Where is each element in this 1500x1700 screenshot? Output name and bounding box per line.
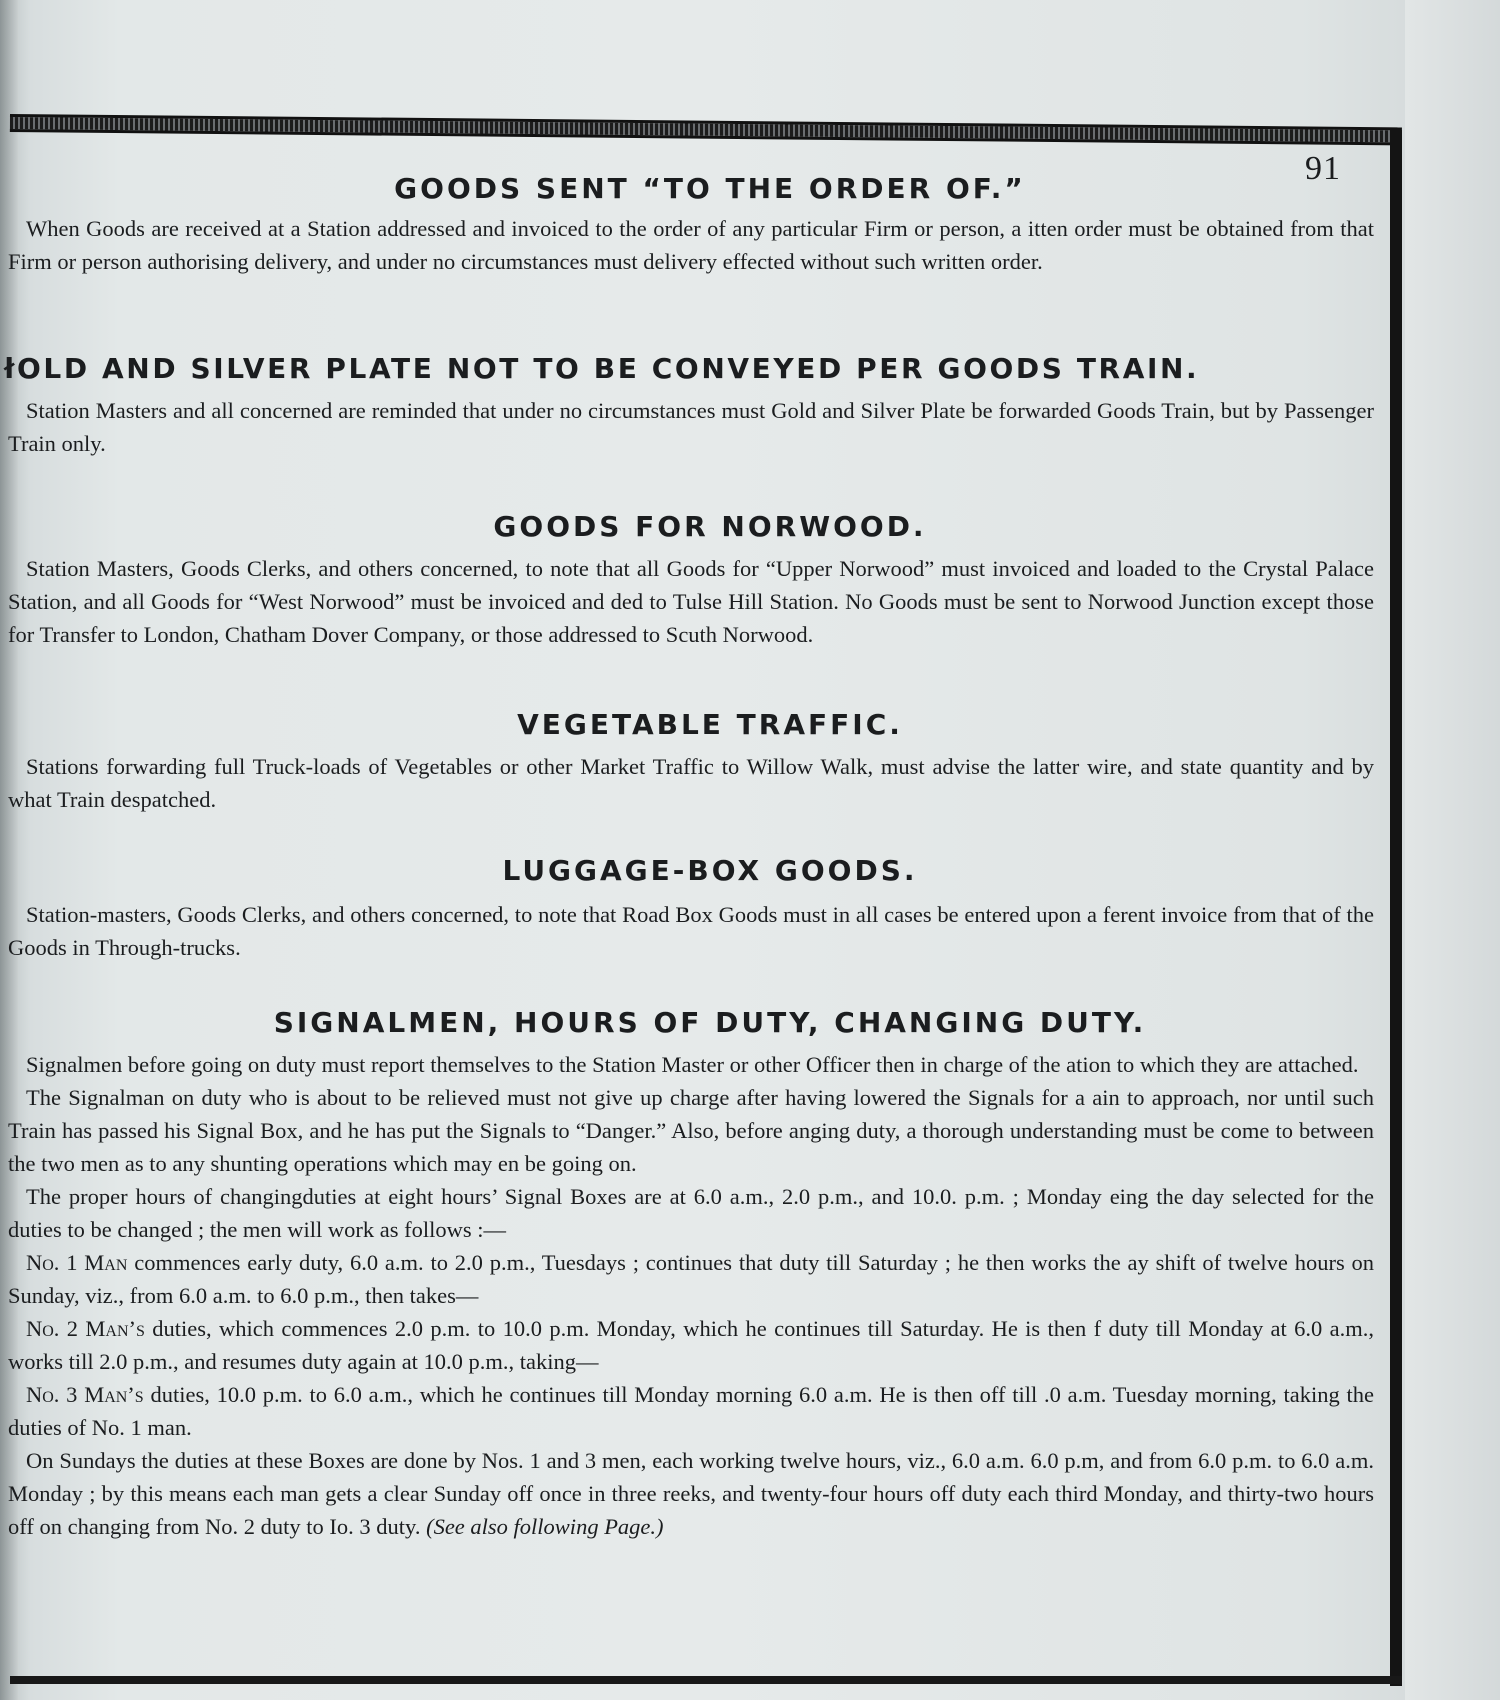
section-goods-for-norwood (0, 510, 1380, 651)
page-edge (1405, 0, 1500, 1700)
sunday-duties-text: On Sundays the duties at these Boxes are done by Nos. 1 and 3 men, each working twelve hours, viz., 6.0 a.m. 6.0 p.m, and from 6.0 p.m. to 6.0 a.m. Monday ; by this means each man gets a clear Sunday off once in three reeks, and twenty-four hours off duty each third Monday, and thirty-two hours off on changing from No. 2 duty to Io. 3 duty. (8, 1448, 1374, 1539)
section-heading: łOLD AND SILVER PLATE NOT TO BE CONVEYED PER GOODS TRAIN. (4, 352, 1200, 385)
duty-entry-text: duties, 10.0 p.m. to 6.0 a.m., which he continues till Monday morning 6.0 a.m. He is then off till .0 a.m. Tuesday morning, taking the duties of No. 1 man. (8, 1382, 1374, 1440)
section-heading: GOODS FOR NORWOOD. (493, 510, 927, 543)
section-heading: VEGETABLE TRAFFIC. (517, 708, 903, 741)
section-gold-silver-plate (0, 352, 1380, 460)
duty-entry-text: duties, which commences 2.0 p.m. to 10.0 p.m. Monday, which he continues till Saturday. He is then f duty till Monday at 6.0 a.m., works till 2.0 p.m., and resumes duty again at 10.0 p.m., taking— (8, 1316, 1374, 1374)
section-vegetable-traffic (0, 708, 1380, 816)
duty-entry-man-1 (0, 1246, 1380, 1312)
section-signalmen-duty (0, 1006, 1380, 1543)
section-paragraph: Stations forwarding full Truck-loads of Vegetables or other Market Traffic to Willow Walk, must advise the latter wire, and state quantity and by what Train despatched. (8, 754, 1374, 812)
section-luggage-box-goods (0, 854, 1380, 964)
section-heading: LUGGAGE-BOX GOODS. (502, 854, 918, 887)
section-paragraph: The proper hours of changingduties at eight hours’ Signal Boxes are at 6.0 a.m., 2.0 p.m., and 10.0. p.m. ; Monday eing the day selected for the duties to be changed ; the men will work as follows :— (8, 1184, 1374, 1242)
duty-entry-text: commences early duty, 6.0 a.m. to 2.0 p.m., Tuesdays ; continues that duty till Saturday ; he then works the ay shift of twelve hours on Sunday, viz., from 6.0 a.m. to 6.0 p.m., then takes— (8, 1250, 1375, 1308)
section-paragraph: Signalmen before going on duty must report themselves to the Station Master or other Officer then in charge of the ation to which they are attached. (26, 1052, 1359, 1077)
see-following-page-note: (See also following Page.) (426, 1514, 664, 1539)
sunday-duties-paragraph (0, 1444, 1380, 1543)
duty-entry-label: No. 3 Man’s (26, 1382, 144, 1407)
page-frame-right (1390, 130, 1402, 1686)
section-paragraph: Station Masters, Goods Clerks, and others concerned, to note that all Goods for “Upper Norwood” must invoiced and loaded to the Crystal Palace Station, and all Goods for “West Norwood” must be invoiced and ded to Tulse Hill Station. No Goods must be sent to Norwood Junction except those for Transfer to London, Chatham Dover Company, or those addressed to Scuth Norwood. (8, 556, 1374, 647)
section-heading: GOODS SENT “TO THE ORDER OF.” (394, 172, 1026, 205)
section-paragraph: Station Masters and all concerned are reminded that under no circumstances must Gold and Silver Plate be forwarded Goods Train, but by Passenger Train only. (8, 398, 1374, 456)
duty-entry-man-3 (0, 1378, 1380, 1444)
section-heading: SIGNALMEN, HOURS OF DUTY, CHANGING DUTY. (273, 1006, 1147, 1039)
section-paragraph: When Goods are received at a Station addressed and invoiced to the order of any particular Firm or person, a itten order must be obtained from that Firm or person authorising delivery, and under no circumstances must delivery effected without such written order. (8, 216, 1374, 274)
duty-entry-man-2 (0, 1312, 1380, 1378)
duty-entry-label: No. 1 Man (26, 1250, 128, 1275)
page-frame-bottom (10, 1676, 1402, 1684)
section-goods-to-order (0, 172, 1380, 278)
duty-entry-label: No. 2 Man’s (26, 1316, 145, 1341)
section-paragraph: Station-masters, Goods Clerks, and others concerned, to note that Road Box Goods must in all cases be entered upon a ferent invoice from that of the Goods in Through-trucks. (8, 902, 1374, 960)
page-number: 91 (1305, 150, 1341, 187)
section-paragraph: The Signalman on duty who is about to be relieved must not give up charge after having lowered the Signals for a ain to approach, nor until such Train has passed his Signal Box, and he has put the Signals to “Danger.” Also, before anging duty, a thorough understanding must be come to between the two men as to any shunting operations which may en be going on. (8, 1085, 1374, 1176)
